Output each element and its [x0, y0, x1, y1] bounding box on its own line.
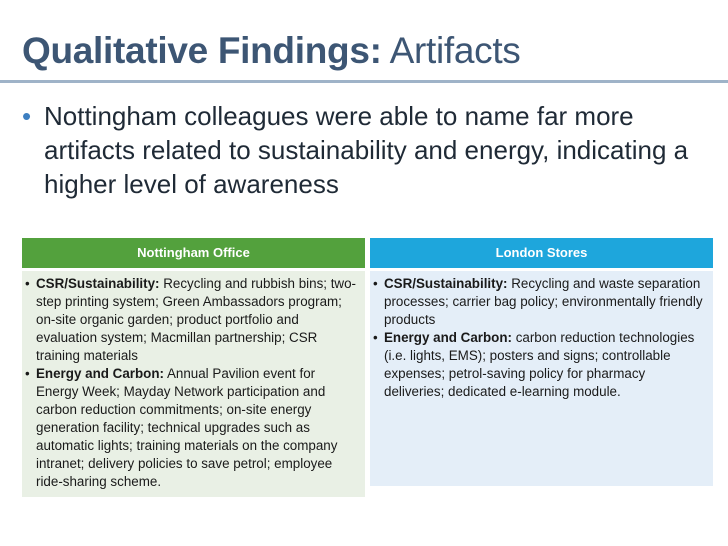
item-bullet: •: [373, 330, 378, 345]
column-london: [370, 238, 713, 486]
list-item: [373, 275, 709, 329]
slide-title-rest: Artifacts: [381, 30, 521, 71]
bullet-marker: •: [22, 101, 32, 131]
main-bullet: [22, 99, 712, 201]
comparison-table: [22, 238, 713, 489]
item-text: carbon reduction technologies (i.e. lights, EMS); posters and signs; controllable expenses; petrol-saving policy for pharmacy deliveries; dedicated e-learning module.: [384, 330, 695, 399]
list-item: [25, 275, 361, 365]
item-label: CSR/Sustainability:: [36, 276, 160, 291]
item-label: Energy and Carbon:: [36, 366, 164, 381]
item-bullet: •: [25, 366, 30, 381]
item-bullet: •: [25, 276, 30, 291]
column-body-nottingham: [22, 271, 365, 497]
item-label: CSR/Sustainability:: [384, 276, 508, 291]
title-divider: [0, 80, 728, 83]
slide-title: [22, 30, 521, 72]
column-header-london: London Stores: [370, 238, 713, 268]
item-text: Recycling and waste separation processes; carrier bag policy; environmentally friendly products: [384, 276, 703, 327]
list-item: [25, 365, 361, 491]
item-label: Energy and Carbon:: [384, 330, 512, 345]
main-bullet-text: Nottingham colleagues were able to name far more artifacts related to sustainability and energy, indicating a higher level of awareness: [44, 101, 689, 199]
list-item: [373, 329, 709, 401]
item-text: Annual Pavilion event for Energy Week; Mayday Network participation and carbon reduction commitments; on-site energy generation facility; technical upgrades such as automatic lights; training materials on the company intranet; delivery policies to save petrol; employee ride-sharing scheme.: [36, 366, 338, 489]
column-body-london: [370, 271, 713, 486]
slide-title-bold: Qualitative Findings:: [22, 30, 382, 71]
column-header-nottingham: Nottingham Office: [22, 238, 365, 268]
item-bullet: •: [373, 276, 378, 291]
item-text: Recycling and rubbish bins; two-step printing system; Green Ambassadors program; on-site organic garden; product portfolio and evaluation system; Macmillan partnership; CSR training materials: [36, 276, 357, 363]
column-nottingham: [22, 238, 365, 489]
